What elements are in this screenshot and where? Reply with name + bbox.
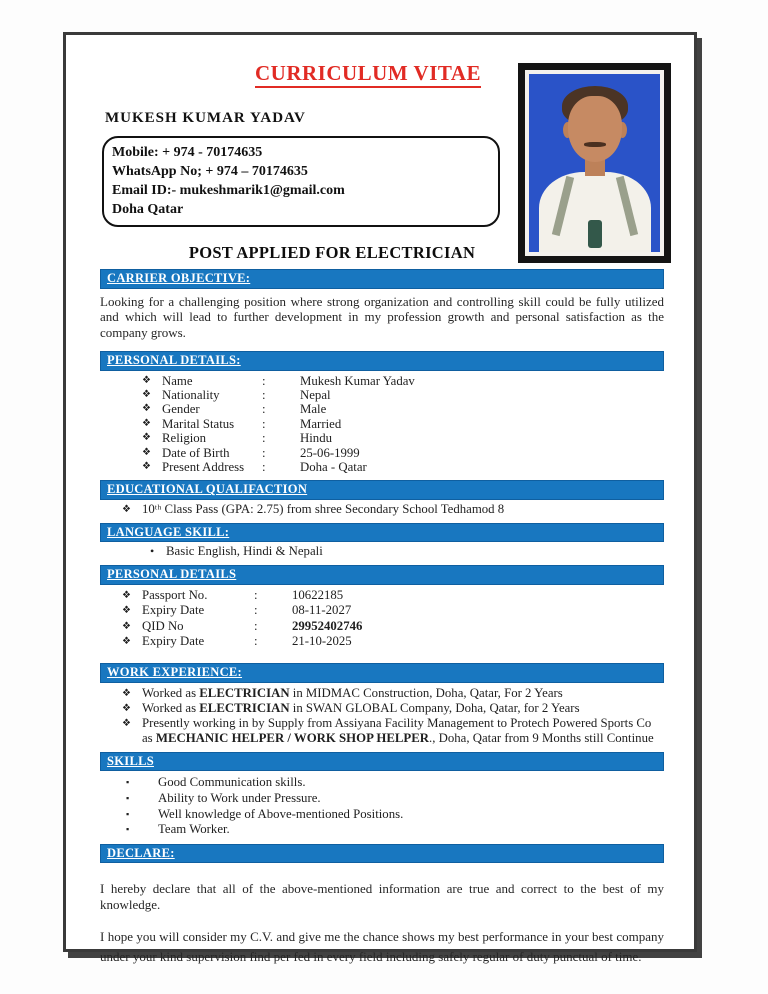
detail-value: Hindu (300, 431, 332, 446)
detail-label: Expiry Date (142, 603, 205, 618)
work-segment: MECHANIC HELPER / WORK SHOP HELPER (155, 730, 430, 745)
detail-row (122, 603, 664, 618)
square-bullet-icon: ▪ (126, 824, 130, 835)
contact-box (102, 136, 500, 227)
language-item-text: Basic English, Hindi & Nepali (166, 544, 323, 559)
document-details-rows (100, 588, 664, 650)
photo-mustache (584, 142, 606, 147)
diamond-bullet-icon: ❖ (142, 388, 151, 400)
diamond-bullet-icon: ❖ (122, 620, 131, 632)
detail-label: Date of Birth (162, 445, 230, 460)
detail-value: 25-06-1999 (300, 445, 360, 460)
diamond-bullet-icon: ❖ (142, 417, 151, 429)
detail-label: Religion (162, 431, 207, 446)
skill-item (126, 791, 664, 807)
work-experience-text (142, 716, 664, 746)
work-segment: Presently working in by Supply from Assiyana Facility Management to Protech Powered Sports Co as (142, 715, 652, 745)
detail-colon: : (254, 618, 258, 633)
detail-colon: : (262, 387, 266, 402)
closing-text: I hope you will consider my C.V. and give me the chance shows my best performance in your best company under your kind supervision find per fed in every field including safely regular of duty punctual of time. (100, 929, 664, 964)
section-heading-education (100, 480, 664, 500)
detail-value: Married (300, 416, 342, 431)
diamond-bullet-icon: ❖ (122, 702, 131, 714)
section-heading-language (100, 523, 664, 543)
contact-location: Doha Qatar (112, 202, 184, 217)
section-heading-objective-text: CARRIER OBJECTIVE: (107, 271, 251, 285)
skill-item (126, 807, 664, 823)
contact-mobile: Mobile: + 974 - 70174635 (112, 145, 263, 160)
photo-frame (518, 63, 671, 263)
diamond-bullet-icon: ❖ (142, 460, 151, 472)
section-heading-personal-details-text: PERSONAL DETAILS: (107, 353, 241, 367)
detail-label: Expiry Date (142, 634, 205, 649)
detail-value: Mukesh Kumar Yadav (300, 373, 415, 388)
post-applied-title: POST APPLIED FOR ELECTRICIAN (188, 243, 476, 262)
section-heading-documents (100, 565, 664, 585)
diamond-bullet-icon: ❖ (122, 589, 131, 601)
detail-label: Name (162, 373, 193, 388)
education-item-text: 10ᵗʰ Class Pass (GPA: 2.75) from shree Secondary School Tedhamod 8 (142, 501, 505, 516)
detail-value: Doha - Qatar (300, 459, 367, 474)
work-experience-text (142, 686, 664, 701)
detail-value: Male (300, 402, 327, 417)
section-heading-declare (100, 844, 664, 864)
work-segment: ELECTRICIAN (199, 685, 290, 700)
skills-list (100, 775, 664, 837)
detail-row (122, 588, 664, 603)
round-bullet-icon: • (150, 544, 155, 559)
education-item (122, 502, 664, 517)
detail-colon: : (254, 634, 258, 649)
detail-label: Passport No. (142, 587, 208, 602)
skill-text: Ability to Work under Pressure. (158, 791, 321, 806)
skill-text: Team Worker. (158, 822, 230, 837)
detail-row (122, 619, 664, 634)
detail-row (142, 460, 664, 474)
section-heading-declare-text: DECLARE: (107, 845, 175, 860)
diamond-bullet-icon: ❖ (122, 605, 131, 617)
detail-label: Gender (162, 402, 200, 417)
section-heading-objective (100, 269, 664, 289)
detail-row (122, 634, 664, 649)
detail-value: Nepal (300, 387, 331, 402)
work-segment: ., Doha, Qatar from 9 Months still Continue (429, 730, 654, 745)
detail-value: 08-11-2027 (292, 603, 352, 618)
objective-text: Looking for a challenging position where strong organization and controlling skill could be fully utilized and which will lead to further development in my profession growth and personal satisfaction as the company grows. (100, 293, 664, 340)
skill-text: Good Communication skills. (158, 775, 306, 790)
photo-inner-border (525, 70, 664, 256)
spacer (144, 807, 158, 823)
section-heading-documents-text: PERSONAL DETAILS (107, 567, 237, 582)
work-experience-item (122, 716, 664, 746)
spacer (144, 791, 158, 807)
detail-label: QID No (142, 618, 184, 633)
detail-row (142, 388, 664, 402)
work-experience-item (122, 686, 664, 701)
diamond-bullet-icon: ❖ (142, 374, 151, 386)
skill-text: Well knowledge of Above-mentioned Positions. (158, 806, 404, 821)
diamond-bullet-icon: ❖ (122, 717, 131, 729)
section-heading-work-text: WORK EXPERIENCE: (107, 665, 243, 680)
detail-value: 29952402746 (292, 618, 363, 633)
contact-whatsapp: WhatsApp No; + 974 – 70174635 (112, 164, 308, 179)
detail-colon: : (254, 603, 258, 618)
work-segment: in SWAN GLOBAL Company, Doha, Qatar, for 2 Years (289, 700, 580, 715)
candidate-photo (529, 74, 660, 252)
diamond-bullet-icon: ❖ (142, 432, 151, 444)
diamond-bullet-icon: ❖ (142, 446, 151, 458)
detail-row (142, 431, 664, 445)
detail-colon: : (254, 587, 258, 602)
detail-row (142, 374, 664, 388)
section-heading-skills (100, 752, 664, 772)
spacer (144, 822, 158, 838)
detail-value: 21-10-2025 (292, 634, 352, 649)
diamond-bullet-icon: ❖ (122, 687, 131, 699)
language-item (150, 544, 664, 559)
skill-item (126, 775, 664, 791)
work-experience-item (122, 701, 664, 716)
page-title-text: CURRICULUM VITAE (255, 61, 481, 88)
work-segment: ELECTRICIAN (199, 700, 290, 715)
detail-label: Nationality (162, 387, 220, 402)
photo-zip (588, 220, 602, 248)
square-bullet-icon: ▪ (126, 808, 130, 819)
work-segment: in MIDMAC Construction, Doha, Qatar, For 2 Years (289, 685, 563, 700)
detail-value: 10622185 (292, 587, 344, 602)
detail-label: Marital Status (162, 416, 235, 431)
spacer (144, 775, 158, 791)
detail-colon: : (262, 402, 266, 417)
skill-item (126, 822, 664, 838)
contact-email: Email ID:- mukeshmarik1@gmail.com (112, 183, 345, 198)
detail-row (142, 417, 664, 431)
diamond-bullet-icon: ❖ (142, 403, 151, 415)
photo-face (568, 96, 622, 162)
cv-page (63, 32, 697, 964)
declaration-text: I hereby declare that all of the above-mentioned information are true and correct to the best of my knowledge. (100, 881, 664, 913)
detail-row (142, 446, 664, 460)
section-heading-language-text: LANGUAGE SKILL: (107, 524, 230, 539)
section-heading-personal-details (100, 351, 664, 371)
detail-row (142, 402, 664, 416)
work-experience-list (100, 686, 664, 746)
diamond-bullet-icon: ❖ (122, 636, 131, 648)
section-heading-skills-text: SKILLS (107, 753, 154, 768)
candidate-name: MUKESH KUMAR YADAV (105, 110, 306, 126)
section-heading-work (100, 663, 664, 683)
detail-colon: : (262, 373, 266, 388)
detail-colon: : (262, 416, 266, 431)
work-segment: Worked as (142, 685, 200, 700)
detail-label: Present Address (162, 459, 245, 474)
square-bullet-icon: ▪ (126, 777, 130, 788)
detail-colon: : (262, 459, 266, 474)
work-segment: Worked as (142, 700, 200, 715)
square-bullet-icon: ▪ (126, 793, 130, 804)
detail-colon: : (262, 431, 266, 446)
diamond-bullet-icon: ❖ (122, 503, 131, 515)
section-heading-education-text: EDUCATIONAL QUALIFACTION (107, 482, 308, 497)
work-experience-text (142, 701, 664, 716)
detail-colon: : (262, 445, 266, 460)
personal-details-rows (100, 374, 664, 475)
